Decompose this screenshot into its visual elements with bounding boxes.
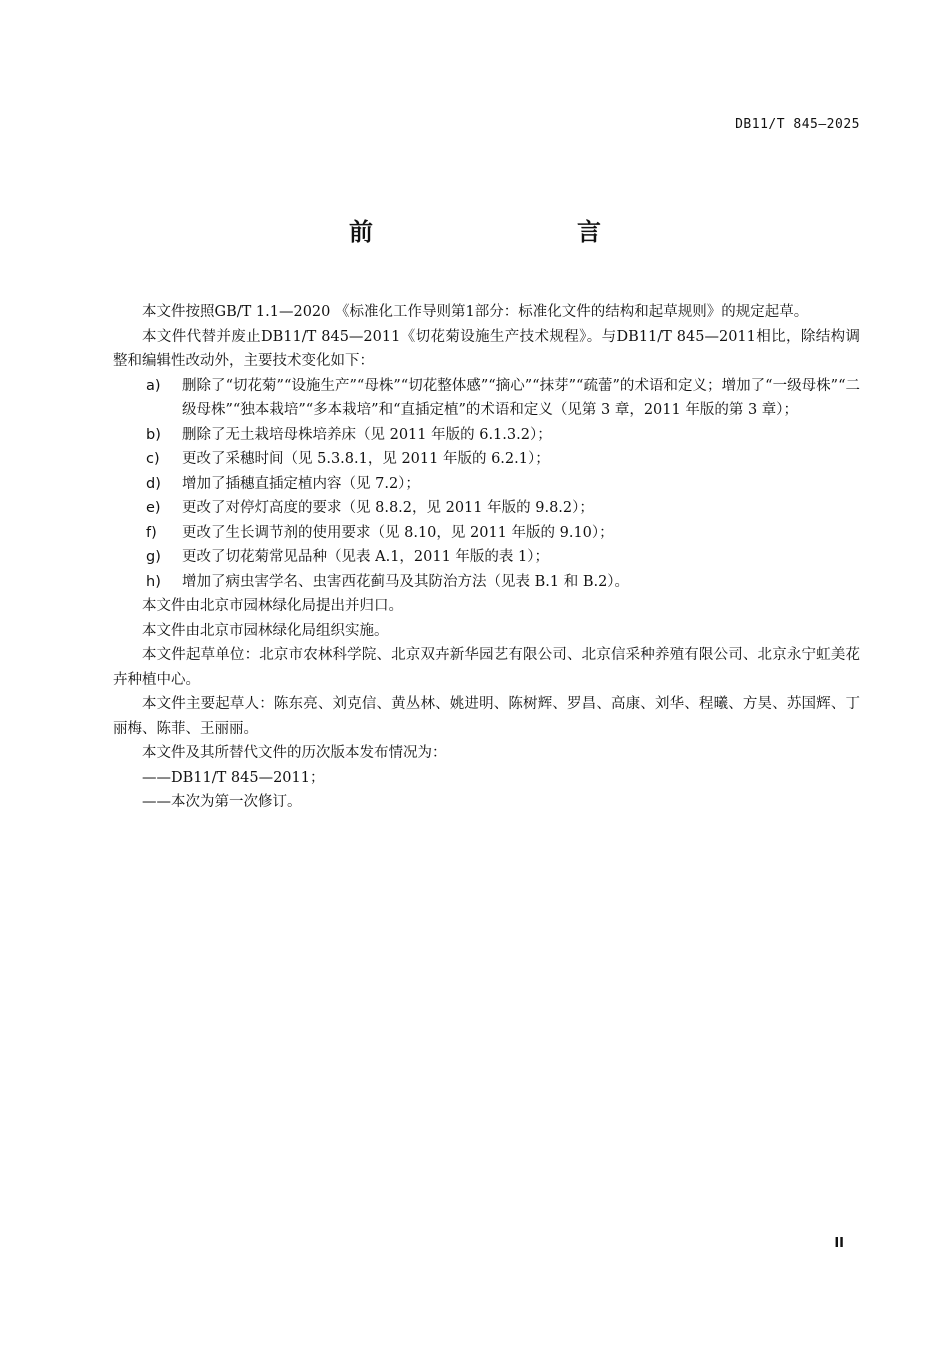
list-item-label: c)	[146, 451, 160, 467]
list-item-text: 增加了插穗直插定植内容（见 7.2）；	[182, 475, 420, 492]
document-code: DB11/T 845—2025	[735, 117, 860, 132]
paragraph: 本文件由北京市园林绿化局提出并归口。	[142, 598, 403, 614]
paragraph: 本文件代替并废止DB11/T 845—2011《切花菊设施生产技术规程》。与DB11/T 845—2011相比，除结构调整和编辑性改动外，主要技术变化如下：	[113, 328, 860, 369]
list-item-text: 更改了生长调节剂的使用要求（见 8.10，见 2011 年版的 9.10）；	[182, 524, 614, 541]
list-item	[113, 521, 860, 546]
list-item	[113, 496, 860, 521]
list-item-text: 删除了无土栽培母株培养床（见 2011 年版的 6.1.3.2）；	[182, 426, 552, 443]
list-item	[113, 374, 860, 423]
list-item	[113, 545, 860, 570]
list-item	[113, 472, 860, 497]
list-item	[113, 570, 860, 595]
paragraph: 本文件起草单位：北京市农林科学院、北京双卉新华园艺有限公司、北京信采种养殖有限公司、北京永宁虹美花卉种植中心。	[113, 647, 860, 688]
page-title: 前 言	[349, 218, 653, 246]
list-item-label: b)	[146, 426, 161, 443]
list-item-text: 更改了对停灯高度的要求（见 8.8.2，见 2011 年版的 9.8.2）；	[182, 500, 594, 516]
list-item	[113, 447, 860, 472]
list-item	[113, 423, 860, 448]
list-item-label: f)	[146, 524, 157, 541]
list-item-text: 删除了“切花菊”“设施生产”“母株”“切花整体感”“摘心”“抹芽”“疏蕾”的术语和定义；增加了“一级母株”“二级母株”“独本栽培”“多本栽培”和“直插定植”的术语和定义（见第 3 章，2011 年版的第 3 章）；	[182, 377, 860, 418]
list-item-label: a)	[146, 377, 161, 394]
page-number: II	[834, 1236, 844, 1251]
changes-list	[113, 374, 860, 595]
paragraph: 本文件按照GB/T 1.1—2020 《标准化工作导则第1部分：标准化文件的结构和起草规则》的规定起草。	[142, 304, 809, 320]
list-item-text: 增加了病虫害学名、虫害西花蓟马及其防治方法（见表 B.1 和 B.2）。	[182, 573, 630, 590]
list-item-label: e)	[146, 500, 161, 516]
list-item-text: 更改了切花菊常见品种（见表 A.1，2011 年版的表 1）；	[182, 549, 550, 565]
history-item: ——本次为第一次修订。	[142, 794, 302, 810]
paragraph: 本文件由北京市园林绿化局组织实施。	[142, 622, 389, 639]
list-item-label: d)	[146, 475, 161, 492]
foreword-body	[113, 300, 860, 815]
paragraph: 本文件主要起草人：陈东亮、刘克信、黄丛林、姚进明、陈树辉、罗昌、高康、刘华、程曦、方昊、苏国辉、丁丽梅、陈菲、王丽丽。	[113, 696, 860, 737]
paragraph: 本文件及其所替代文件的历次版本发布情况为：	[142, 745, 447, 761]
list-item-label: h)	[146, 573, 161, 590]
list-item-label: g)	[146, 549, 161, 565]
history-item: ——DB11/T 845—2011；	[142, 769, 325, 786]
list-item-text: 更改了采穗时间（见 5.3.8.1，见 2011 年版的 6.2.1）；	[182, 451, 550, 467]
